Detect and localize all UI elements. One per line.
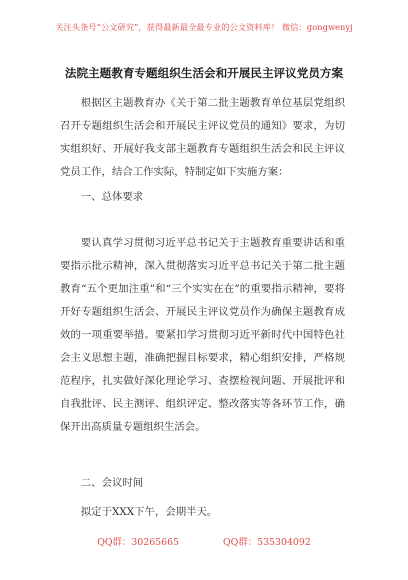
meeting-time-paragraph: 拟定于XXX下午，会期半天。 [80, 506, 218, 518]
requirements-paragraph: 要认真学习贯彻习近平总书记关于主题教育重要讲话和重要指示批示精神，深入贯彻落实习近平总书记关于第二批主题教育“五个更加注重”和“三个实实在在”的重要指示精神，要将开好专题组织生活会、开展民主评议党员作为确保主题教育成效的一项重要举措。要紧扣学习贯彻习近平新时代中国特色社会主义思想主题，准确把握目标要求，精心组织安排，严格规范程序，扎实做好深化理论学习、查摆检视问题、开展批评和自我批评、民主测评、组织评定、整改落实等各环节工作，确保开出高质量专题组织生活会。 [60, 237, 345, 433]
section-heading-time: 二、会议时间 [80, 477, 144, 489]
section-heading-requirements: 一、总体要求 [80, 191, 144, 203]
qq-group-1: QQ群：30265665 [97, 537, 180, 548]
promo-banner: 关注头条号“公文研究”，获得最新最全最专业的公文资料库！ 微信：gongwenyj [55, 22, 353, 32]
intro-paragraph: 根据区主题教育办《关于第二批主题教育单位基层党组织召开专题组织生活会和开展民主评议党员的通知》要求，为切实组织好、开展好我支部主题教育专题组织生活会和民主评议党员工作，结合工作实际，特制定如下实施方案： [60, 97, 345, 178]
document-title: 法院主题教育专题组织生活会和开展民主评议党员方案 [64, 66, 344, 80]
qq-group-2: QQ群：535304092 [223, 537, 311, 548]
qq-footer [0, 534, 408, 548]
